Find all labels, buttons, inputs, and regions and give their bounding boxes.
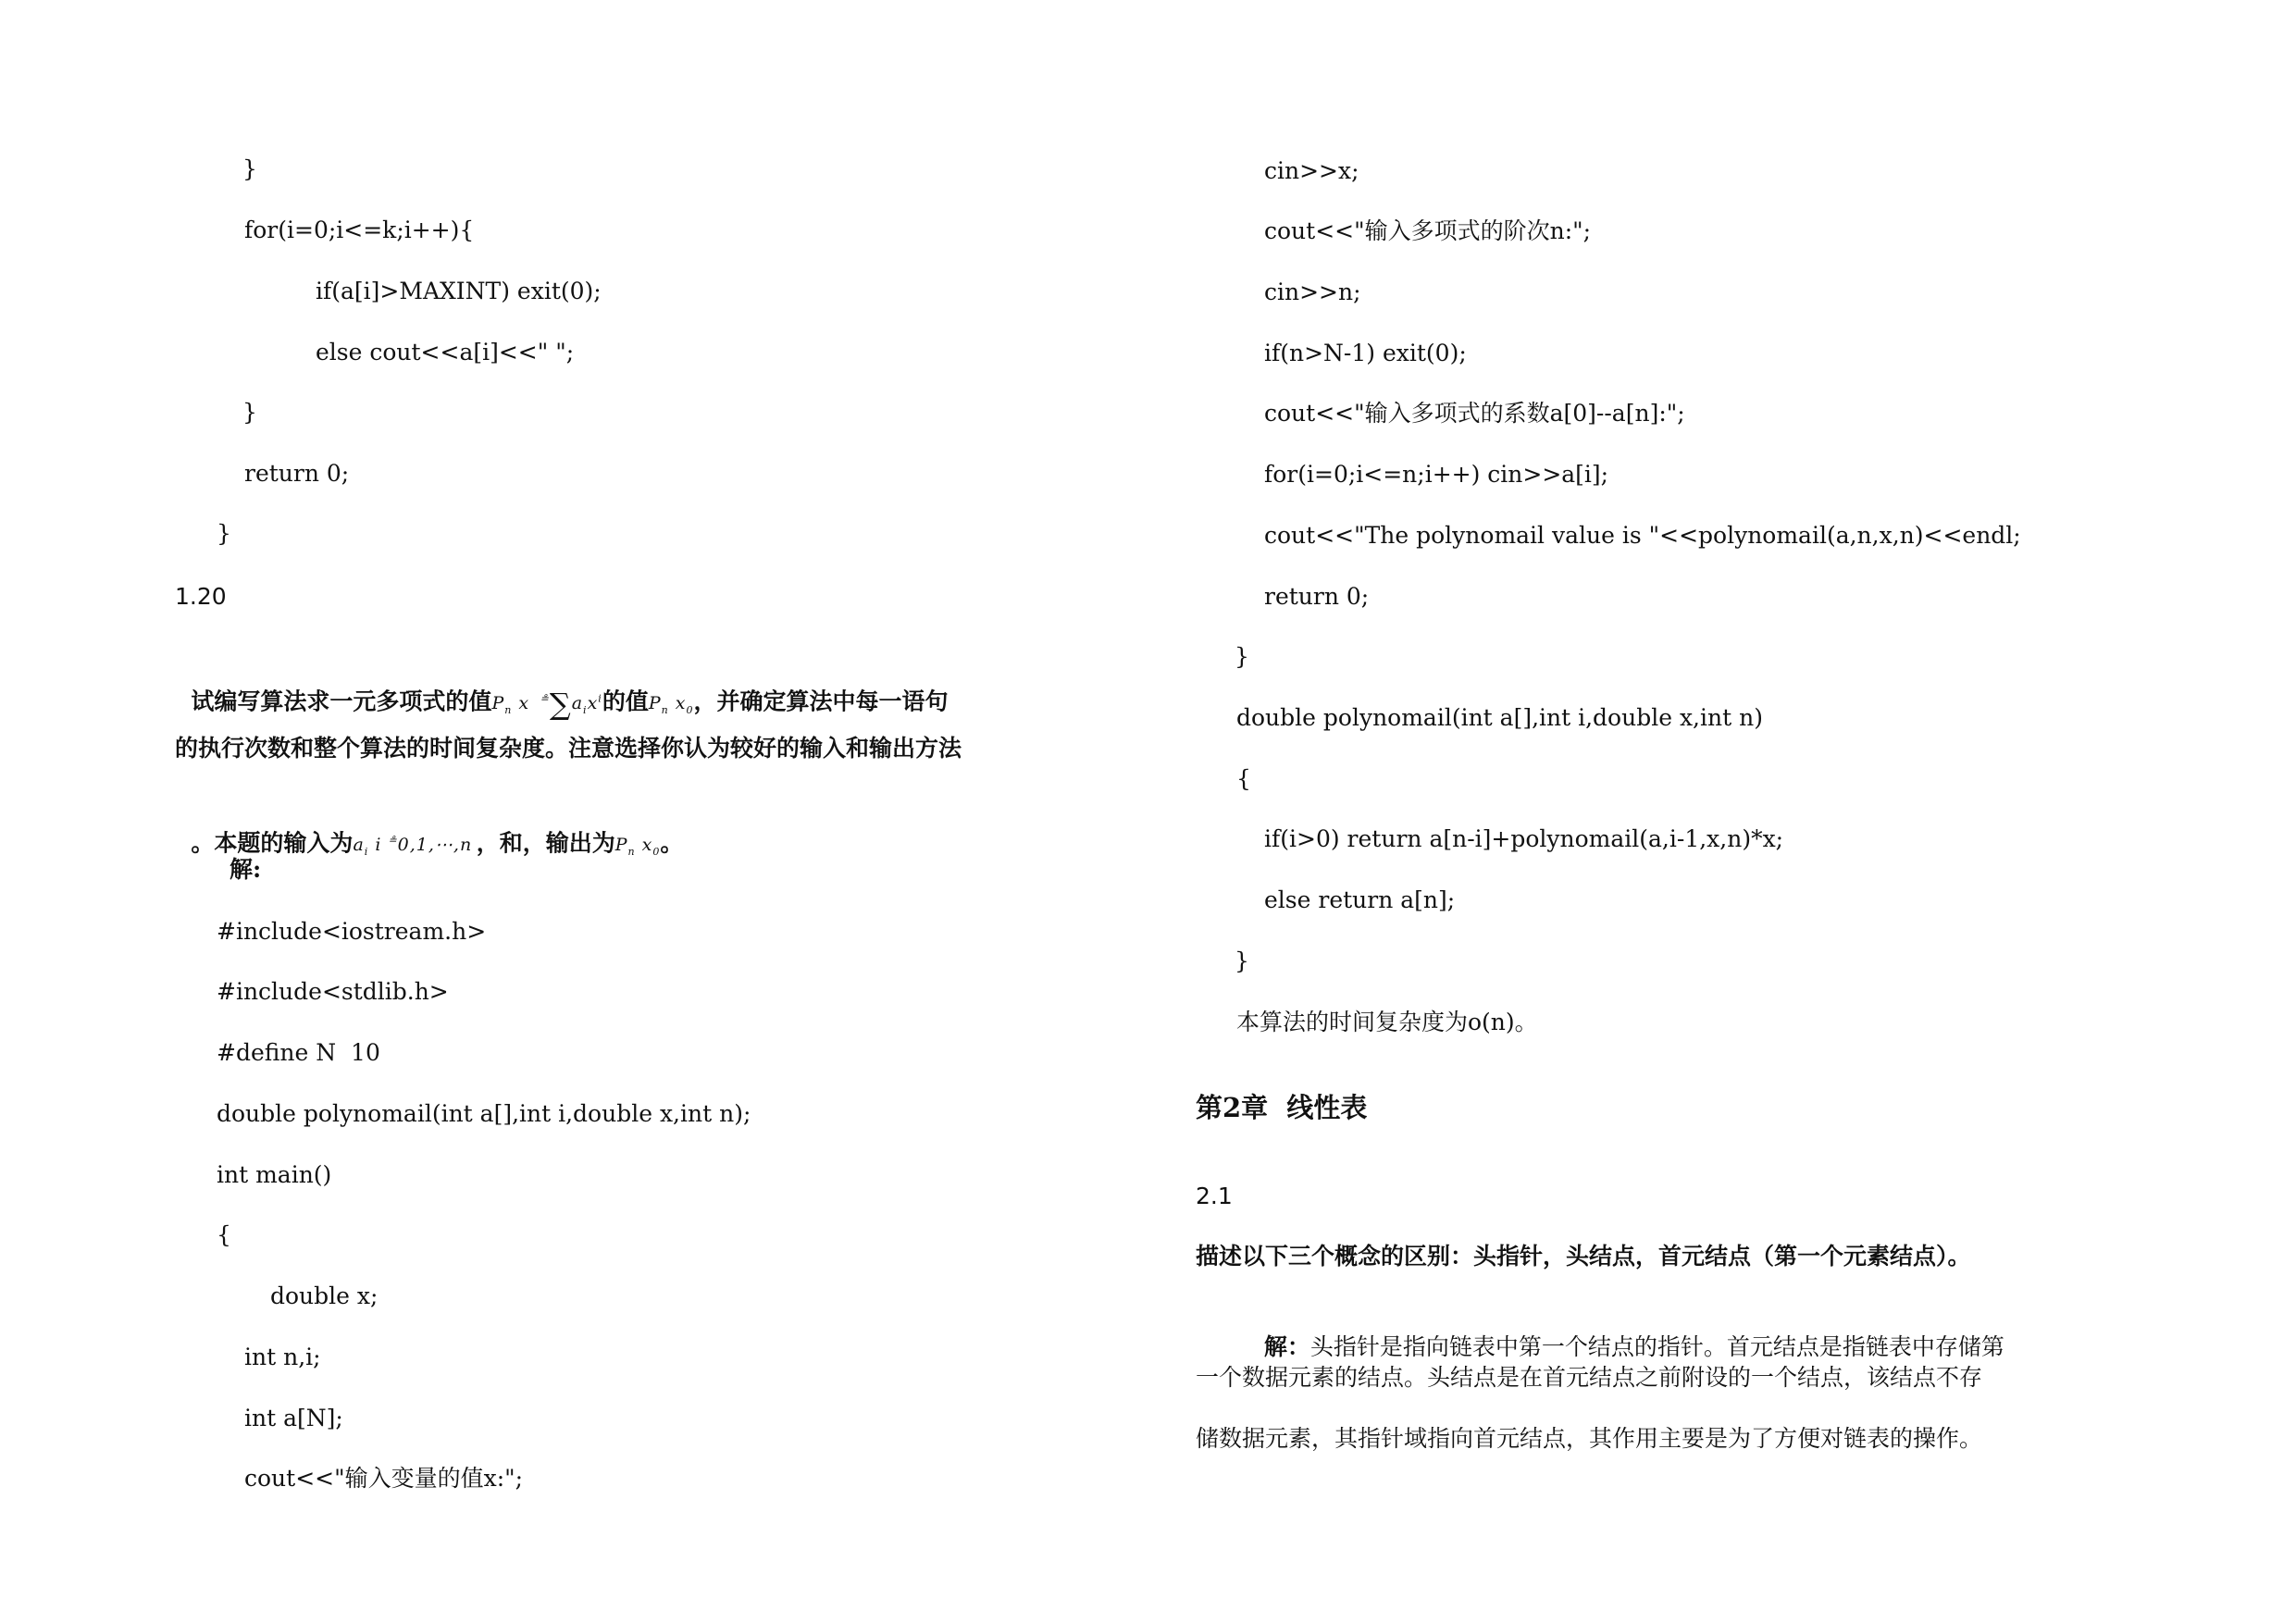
statement-text: 的值: [602, 688, 649, 715]
code-line: {: [1236, 765, 1251, 792]
formula-output: $P_n$ $x_0$: [614, 835, 661, 859]
code-line: return 0;: [1264, 583, 1370, 610]
answer-line: 储数据元素，其指针域指向首元结点，其作用主要是为了方便对链表的操作。: [1196, 1425, 1983, 1452]
formula-pn-x0: $P_n$ $x_0$: [648, 693, 694, 717]
code-line: for(i=0;i<=k;i++){: [244, 217, 475, 243]
answer-text: 头指针是指向链表中第一个结点的指针。首元结点是指链表中存储第: [1309, 1333, 2004, 1360]
code-line: }: [242, 155, 257, 182]
code-line: cin>>x;: [1264, 157, 1359, 184]
code-line: #include<iostream.h>: [217, 918, 487, 945]
section-question: 描述以下三个概念的区别：头指针，头结点，首元结点（第一个元素结点）。: [1196, 1243, 1971, 1270]
solution-label: 解:: [230, 856, 262, 883]
code-line: cout<<"The polynomail value is "<<polynomail(a,n,x,n)<<endl;: [1264, 522, 2021, 549]
formula-pn-sum: $P_n$ x $^≗\sum a_ix^i$: [491, 687, 602, 723]
code-line: }: [242, 399, 257, 426]
code-line: }: [1235, 643, 1249, 670]
code-line: }: [217, 520, 231, 547]
answer-line: 一个数据元素的结点。头结点是在首元结点之前附设的一个结点，该结点不存: [1196, 1364, 1983, 1391]
code-line: {: [217, 1221, 231, 1248]
complexity-note: 本算法的时间复杂度为o(n)。: [1236, 1009, 1538, 1035]
code-line: cout<<"输入多项式的系数a[0]--a[n]:";: [1264, 400, 1685, 427]
answer-line: [1196, 1300, 2004, 1363]
statement-text: ，并确定算法中每一语句: [693, 688, 949, 715]
statement-text: 试编写算法求一元多项式的值: [191, 688, 492, 715]
code-line: cout<<"输入变量的值x:";: [244, 1465, 524, 1492]
code-line: return 0;: [244, 460, 350, 487]
code-line: else return a[n];: [1264, 886, 1456, 913]
code-line: }: [1235, 948, 1249, 974]
chapter-title: 第2章 线性表: [1196, 1092, 1368, 1123]
code-line: double polynomail(int a[],int i,double x,int n);: [217, 1100, 751, 1127]
statement-text: 。: [660, 829, 684, 857]
code-line: if(i>0) return a[n-i]+polynomail(a,i-1,x,n)*x;: [1264, 825, 1784, 852]
code-line: #define N 10: [217, 1039, 380, 1066]
code-line: cout<<"输入多项式的阶次n:";: [1264, 217, 1592, 244]
problem-statement-line: [175, 652, 949, 726]
formula-input: $a_i$ i ≗0,1,⋯,n: [353, 835, 473, 859]
problem-statement-line: 的执行次数和整个算法的时间复杂度。注意选择你认为较好的输入和输出方法: [175, 735, 962, 762]
answer-label: 解：: [1263, 1333, 1310, 1360]
code-line: int main(): [217, 1161, 332, 1188]
statement-text: 。本题的输入为: [191, 829, 354, 857]
statement-text: ，和，输出为: [476, 829, 615, 857]
code-line: for(i=0;i<=n;i++) cin>>a[i];: [1264, 461, 1609, 488]
code-line: if(n>N-1) exit(0);: [1264, 340, 1467, 366]
code-line: double polynomail(int a[],int i,double x,int n): [1236, 704, 1763, 731]
code-line: int n,i;: [244, 1344, 321, 1370]
code-line: cin>>n;: [1264, 279, 1361, 305]
section-number: 2.1: [1196, 1183, 1233, 1209]
code-line: int a[N];: [244, 1405, 343, 1431]
code-line: double x;: [270, 1282, 379, 1309]
code-line: #include<stdlib.h>: [217, 978, 449, 1005]
code-line: else cout<<a[i]<<" ";: [316, 339, 575, 365]
problem-number: 1.20: [175, 583, 227, 610]
code-line: if(a[i]>MAXINT) exit(0);: [316, 278, 602, 304]
